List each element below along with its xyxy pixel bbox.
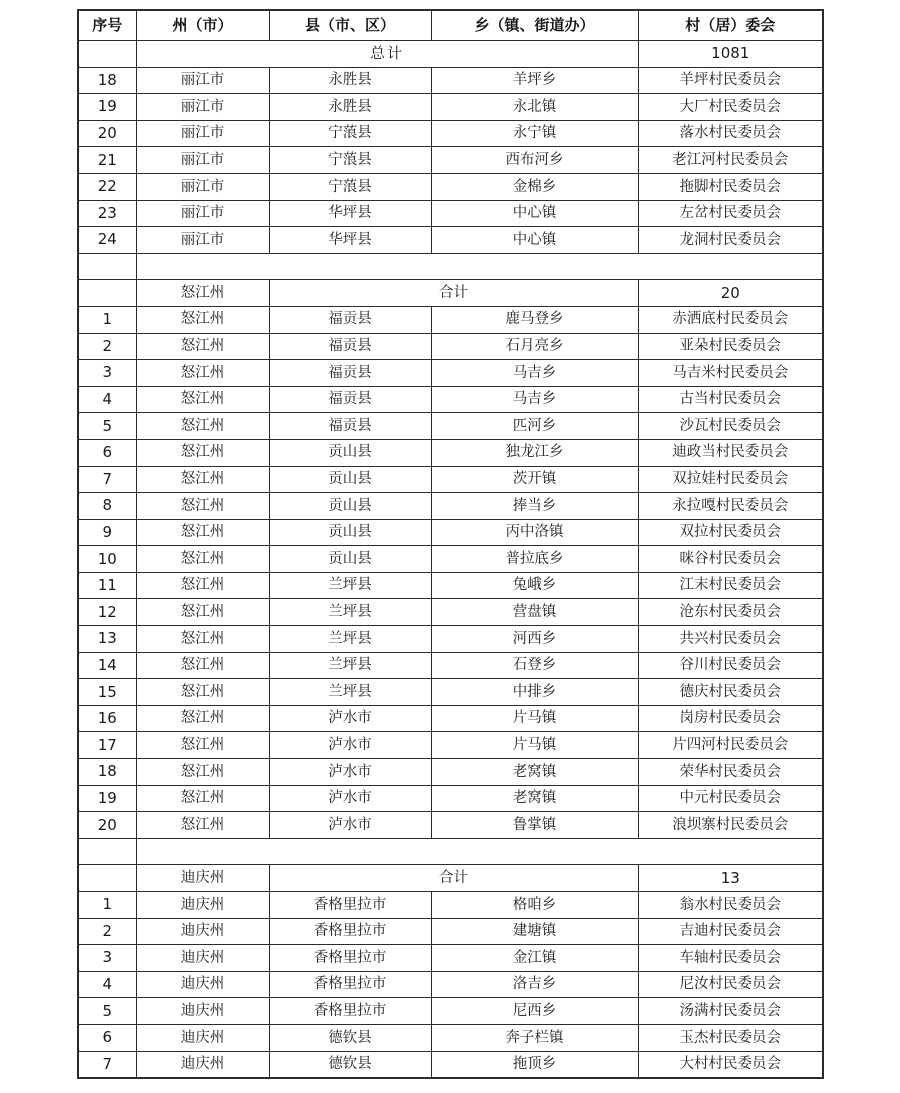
row-prefecture: 怒江州 — [136, 759, 269, 786]
row-village-committee: 谷川村民委员会 — [638, 652, 823, 679]
row-index: 5 — [78, 998, 136, 1025]
table-row — [78, 227, 823, 254]
row-village-committee: 马吉米村民委员会 — [638, 360, 823, 387]
table-row — [78, 413, 823, 440]
row-township: 石登乡 — [431, 652, 638, 679]
row-village-committee: 车轴村民委员会 — [638, 945, 823, 972]
row-prefecture: 迪庆州 — [136, 998, 269, 1025]
subtotal-label: 合计 — [269, 280, 638, 307]
subtotal-row — [78, 280, 823, 307]
row-township: 建塘镇 — [431, 918, 638, 945]
row-county: 泸水市 — [269, 732, 431, 759]
row-index: 22 — [78, 173, 136, 200]
row-village-committee: 翁水村民委员会 — [638, 892, 823, 919]
row-county: 兰坪县 — [269, 652, 431, 679]
row-index: 6 — [78, 439, 136, 466]
row-prefecture: 迪庆州 — [136, 1024, 269, 1051]
row-village-committee: 古当村民委员会 — [638, 386, 823, 413]
row-village-committee: 永拉嘎村民委员会 — [638, 493, 823, 520]
row-village-committee: 大村村民委员会 — [638, 1051, 823, 1078]
row-village-committee: 浪坝寨村民委员会 — [638, 812, 823, 839]
table-row — [78, 360, 823, 387]
row-index: 1 — [78, 892, 136, 919]
header-index: 序号 — [78, 10, 136, 41]
grand-total-index-cell — [78, 41, 136, 68]
table-row — [78, 998, 823, 1025]
row-county: 福贡县 — [269, 360, 431, 387]
row-index: 19 — [78, 785, 136, 812]
row-county: 泸水市 — [269, 785, 431, 812]
row-township: 捧当乡 — [431, 493, 638, 520]
row-prefecture: 怒江州 — [136, 466, 269, 493]
row-prefecture: 丽江市 — [136, 147, 269, 174]
table-row — [78, 1051, 823, 1078]
subtotal-row — [78, 865, 823, 892]
row-prefecture: 怒江州 — [136, 439, 269, 466]
row-prefecture: 怒江州 — [136, 599, 269, 626]
row-index: 3 — [78, 360, 136, 387]
row-prefecture: 怒江州 — [136, 493, 269, 520]
row-prefecture: 丽江市 — [136, 94, 269, 121]
row-index: 13 — [78, 626, 136, 653]
table-body — [78, 41, 823, 1079]
table-row — [78, 439, 823, 466]
row-index: 15 — [78, 679, 136, 706]
header-village-committee: 村（居）委会 — [638, 10, 823, 41]
village-list-table — [77, 9, 824, 1079]
row-village-committee: 落水村民委员会 — [638, 120, 823, 147]
row-township: 兔峨乡 — [431, 572, 638, 599]
table-row — [78, 306, 823, 333]
row-prefecture: 怒江州 — [136, 812, 269, 839]
blank-content-cell — [136, 253, 823, 280]
row-township: 丙中洛镇 — [431, 519, 638, 546]
row-village-committee: 龙洞村民委员会 — [638, 227, 823, 254]
row-village-committee: 吉迪村民委员会 — [638, 918, 823, 945]
row-county: 永胜县 — [269, 67, 431, 94]
table-row — [78, 759, 823, 786]
row-index: 5 — [78, 413, 136, 440]
row-index: 4 — [78, 971, 136, 998]
row-village-committee: 沧东村民委员会 — [638, 599, 823, 626]
row-prefecture: 迪庆州 — [136, 918, 269, 945]
row-township: 永宁镇 — [431, 120, 638, 147]
row-county: 兰坪县 — [269, 626, 431, 653]
header-township: 乡（镇、街道办） — [431, 10, 638, 41]
row-index: 18 — [78, 759, 136, 786]
row-index: 19 — [78, 94, 136, 121]
table-row — [78, 652, 823, 679]
subtotal-prefecture: 迪庆州 — [136, 865, 269, 892]
table-row — [78, 945, 823, 972]
table-row — [78, 386, 823, 413]
row-prefecture: 怒江州 — [136, 360, 269, 387]
row-township: 羊坪乡 — [431, 67, 638, 94]
blank-separator-row — [78, 253, 823, 280]
row-county: 贡山县 — [269, 439, 431, 466]
row-county: 泸水市 — [269, 812, 431, 839]
table-row — [78, 572, 823, 599]
table-row — [78, 333, 823, 360]
table-row — [78, 918, 823, 945]
row-prefecture: 丽江市 — [136, 200, 269, 227]
row-township: 鹿马登乡 — [431, 306, 638, 333]
row-village-committee: 亚朵村民委员会 — [638, 333, 823, 360]
row-county: 永胜县 — [269, 94, 431, 121]
row-township: 中心镇 — [431, 227, 638, 254]
row-index: 9 — [78, 519, 136, 546]
row-index: 10 — [78, 546, 136, 573]
row-index: 20 — [78, 812, 136, 839]
grand-total-row — [78, 41, 823, 68]
table-row — [78, 1024, 823, 1051]
row-prefecture: 迪庆州 — [136, 945, 269, 972]
row-index: 4 — [78, 386, 136, 413]
row-county: 香格里拉市 — [269, 945, 431, 972]
row-village-committee: 大厂村民委员会 — [638, 94, 823, 121]
row-township: 营盘镇 — [431, 599, 638, 626]
row-prefecture: 怒江州 — [136, 386, 269, 413]
row-county: 贡山县 — [269, 493, 431, 520]
row-village-committee: 荣华村民委员会 — [638, 759, 823, 786]
blank-separator-row — [78, 838, 823, 865]
row-village-committee: 共兴村民委员会 — [638, 626, 823, 653]
row-prefecture: 丽江市 — [136, 227, 269, 254]
row-village-committee: 岗房村民委员会 — [638, 705, 823, 732]
row-index: 3 — [78, 945, 136, 972]
table-row — [78, 705, 823, 732]
table-row — [78, 785, 823, 812]
blank-index-cell — [78, 253, 136, 280]
row-township: 老窝镇 — [431, 759, 638, 786]
subtotal-label: 合计 — [269, 865, 638, 892]
row-index: 14 — [78, 652, 136, 679]
row-county: 福贡县 — [269, 413, 431, 440]
header-county: 县（市、区） — [269, 10, 431, 41]
row-prefecture: 怒江州 — [136, 626, 269, 653]
row-township: 中排乡 — [431, 679, 638, 706]
row-township: 石月亮乡 — [431, 333, 638, 360]
row-village-committee: 尼汝村民委员会 — [638, 971, 823, 998]
grand-total-label: 总计 — [136, 41, 638, 68]
row-township: 尼西乡 — [431, 998, 638, 1025]
row-prefecture: 丽江市 — [136, 67, 269, 94]
row-county: 香格里拉市 — [269, 971, 431, 998]
row-index: 24 — [78, 227, 136, 254]
row-village-committee: 双拉村民委员会 — [638, 519, 823, 546]
table-row — [78, 147, 823, 174]
row-county: 宁蒗县 — [269, 120, 431, 147]
blank-index-cell — [78, 838, 136, 865]
row-village-committee: 沙瓦村民委员会 — [638, 413, 823, 440]
row-prefecture: 丽江市 — [136, 173, 269, 200]
row-county: 泸水市 — [269, 705, 431, 732]
row-prefecture: 怒江州 — [136, 705, 269, 732]
row-prefecture: 怒江州 — [136, 652, 269, 679]
row-index: 2 — [78, 333, 136, 360]
row-township: 片马镇 — [431, 705, 638, 732]
table-row — [78, 679, 823, 706]
row-township: 永北镇 — [431, 94, 638, 121]
row-township: 洛吉乡 — [431, 971, 638, 998]
village-list-table-container — [77, 9, 822, 1079]
row-county: 兰坪县 — [269, 572, 431, 599]
row-index: 20 — [78, 120, 136, 147]
blank-content-cell — [136, 838, 823, 865]
row-village-committee: 江末村民委员会 — [638, 572, 823, 599]
table-row — [78, 466, 823, 493]
table-row — [78, 94, 823, 121]
subtotal-index-cell — [78, 280, 136, 307]
table-row — [78, 971, 823, 998]
table-row — [78, 626, 823, 653]
row-county: 贡山县 — [269, 546, 431, 573]
row-township: 中心镇 — [431, 200, 638, 227]
table-row — [78, 892, 823, 919]
row-index: 17 — [78, 732, 136, 759]
row-village-committee: 玉杰村民委员会 — [638, 1024, 823, 1051]
row-village-committee: 老江河村民委员会 — [638, 147, 823, 174]
table-row — [78, 519, 823, 546]
row-prefecture: 迪庆州 — [136, 971, 269, 998]
row-county: 福贡县 — [269, 306, 431, 333]
row-county: 香格里拉市 — [269, 892, 431, 919]
row-township: 西布河乡 — [431, 147, 638, 174]
subtotal-value: 13 — [638, 865, 823, 892]
row-county: 贡山县 — [269, 466, 431, 493]
row-index: 23 — [78, 200, 136, 227]
row-county: 华坪县 — [269, 200, 431, 227]
row-village-committee: 羊坪村民委员会 — [638, 67, 823, 94]
header-prefecture: 州（市） — [136, 10, 269, 41]
row-prefecture: 怒江州 — [136, 572, 269, 599]
row-village-committee: 双拉娃村民委员会 — [638, 466, 823, 493]
row-township: 马吉乡 — [431, 360, 638, 387]
row-prefecture: 怒江州 — [136, 679, 269, 706]
row-township: 片马镇 — [431, 732, 638, 759]
row-village-committee: 左岔村民委员会 — [638, 200, 823, 227]
row-index: 7 — [78, 466, 136, 493]
row-county: 宁蒗县 — [269, 173, 431, 200]
row-township: 独龙江乡 — [431, 439, 638, 466]
row-township: 金江镇 — [431, 945, 638, 972]
row-prefecture: 怒江州 — [136, 546, 269, 573]
row-county: 宁蒗县 — [269, 147, 431, 174]
row-township: 拖顶乡 — [431, 1051, 638, 1078]
row-county: 兰坪县 — [269, 599, 431, 626]
grand-total-value: 1081 — [638, 41, 823, 68]
table-row — [78, 812, 823, 839]
row-county: 德钦县 — [269, 1051, 431, 1078]
row-village-committee: 德庆村民委员会 — [638, 679, 823, 706]
row-county: 泸水市 — [269, 759, 431, 786]
row-township: 鲁掌镇 — [431, 812, 638, 839]
row-county: 华坪县 — [269, 227, 431, 254]
row-township: 老窝镇 — [431, 785, 638, 812]
subtotal-value: 20 — [638, 280, 823, 307]
row-township: 河西乡 — [431, 626, 638, 653]
row-county: 兰坪县 — [269, 679, 431, 706]
table-row — [78, 599, 823, 626]
row-county: 德钦县 — [269, 1024, 431, 1051]
row-prefecture: 怒江州 — [136, 732, 269, 759]
row-township: 格咱乡 — [431, 892, 638, 919]
row-prefecture: 怒江州 — [136, 413, 269, 440]
subtotal-index-cell — [78, 865, 136, 892]
row-index: 18 — [78, 67, 136, 94]
table-row — [78, 493, 823, 520]
row-index: 11 — [78, 572, 136, 599]
row-prefecture: 怒江州 — [136, 306, 269, 333]
row-prefecture: 迪庆州 — [136, 1051, 269, 1078]
row-county: 香格里拉市 — [269, 998, 431, 1025]
table-row — [78, 546, 823, 573]
row-township: 普拉底乡 — [431, 546, 638, 573]
row-prefecture: 怒江州 — [136, 519, 269, 546]
table-header-row — [78, 10, 823, 41]
row-village-committee: 赤洒底村民委员会 — [638, 306, 823, 333]
row-village-committee: 片四河村民委员会 — [638, 732, 823, 759]
row-prefecture: 怒江州 — [136, 333, 269, 360]
table-row — [78, 200, 823, 227]
row-county: 福贡县 — [269, 333, 431, 360]
row-index: 6 — [78, 1024, 136, 1051]
row-township: 马吉乡 — [431, 386, 638, 413]
table-row — [78, 732, 823, 759]
table-row — [78, 67, 823, 94]
row-index: 16 — [78, 705, 136, 732]
row-index: 2 — [78, 918, 136, 945]
row-village-committee: 拖脚村民委员会 — [638, 173, 823, 200]
row-prefecture: 丽江市 — [136, 120, 269, 147]
row-county: 香格里拉市 — [269, 918, 431, 945]
row-prefecture: 怒江州 — [136, 785, 269, 812]
row-index: 1 — [78, 306, 136, 333]
row-county: 贡山县 — [269, 519, 431, 546]
row-prefecture: 迪庆州 — [136, 892, 269, 919]
row-index: 8 — [78, 493, 136, 520]
row-village-committee: 汤满村民委员会 — [638, 998, 823, 1025]
row-index: 21 — [78, 147, 136, 174]
subtotal-prefecture: 怒江州 — [136, 280, 269, 307]
row-village-committee: 迪政当村民委员会 — [638, 439, 823, 466]
row-index: 7 — [78, 1051, 136, 1078]
row-township: 金棉乡 — [431, 173, 638, 200]
table-row — [78, 173, 823, 200]
row-township: 匹河乡 — [431, 413, 638, 440]
row-township: 茨开镇 — [431, 466, 638, 493]
row-village-committee: 中元村民委员会 — [638, 785, 823, 812]
row-index: 12 — [78, 599, 136, 626]
table-row — [78, 120, 823, 147]
row-county: 福贡县 — [269, 386, 431, 413]
row-village-committee: 咪谷村民委员会 — [638, 546, 823, 573]
row-township: 奔子栏镇 — [431, 1024, 638, 1051]
